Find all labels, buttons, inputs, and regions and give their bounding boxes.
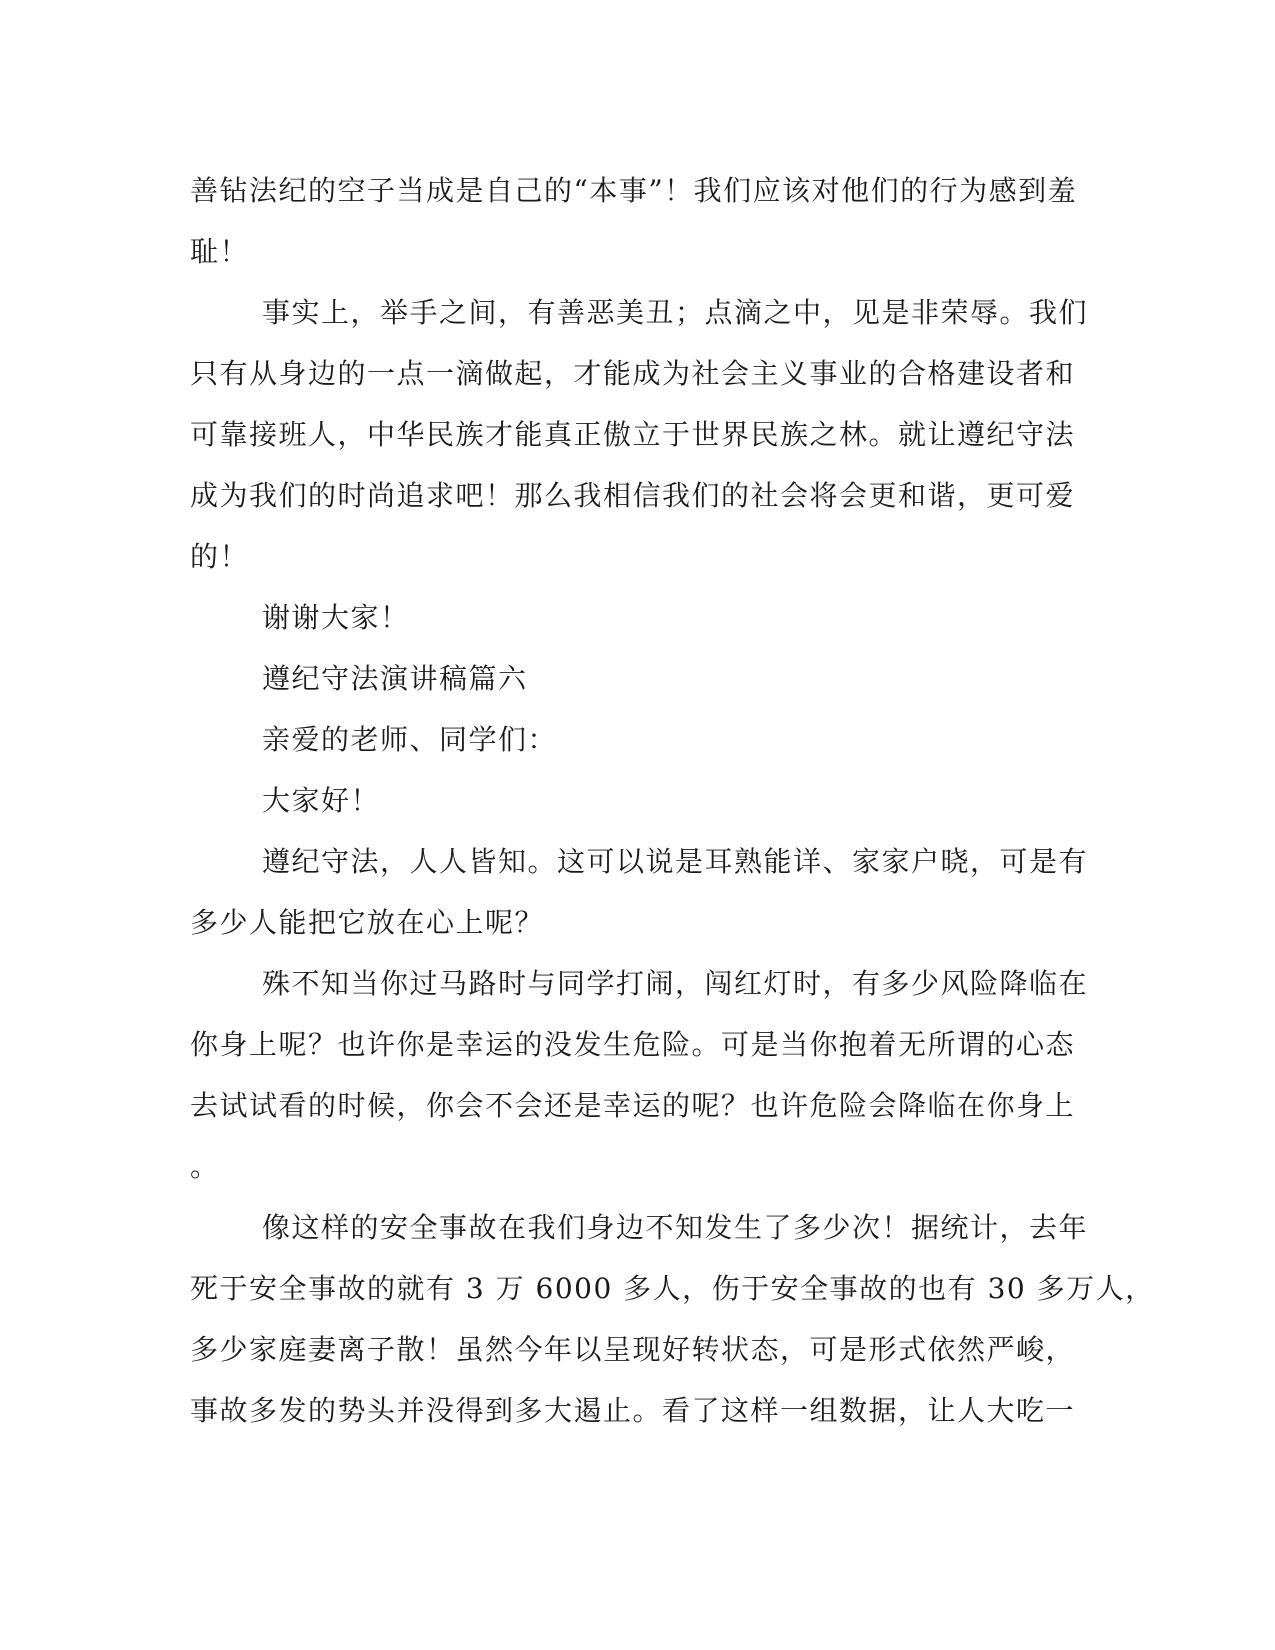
text-line: 多少人能把它放在心上呢？ [190, 906, 545, 939]
paragraph-start: 遵纪守法，人人皆知。这可以说是耳熟能详、家家户晓，可是有 [262, 845, 1089, 878]
text-line: 耻！ [190, 235, 250, 268]
text-line: 的！ [190, 540, 250, 573]
paragraph-start: 事实上，举手之间，有善恶美丑；点滴之中，见是非荣辱。我们 [262, 296, 1089, 329]
text-line: 可靠接班人，中华民族才能真正傲立于世界民族之林。就让遵纪守法 [190, 418, 1076, 451]
closing-thanks: 谢谢大家！ [262, 601, 410, 634]
greeting: 大家好！ [262, 784, 381, 817]
text-line: 你身上呢？也许你是幸运的没发生危险。可是当你抱着无所谓的心态 [190, 1028, 1076, 1061]
paragraph-start: 像这样的安全事故在我们身边不知发生了多少次！据统计，去年 [262, 1211, 1089, 1244]
text-line: 成为我们的时尚追求吧！那么我相信我们的社会将会更和谐，更可爱 [190, 479, 1076, 512]
text-line: 多少家庭妻离子散！虽然今年以呈现好转状态，可是形式依然严峻， [190, 1333, 1076, 1366]
text-line: 去试试看的时候，你会不会还是幸运的呢？也许危险会降临在你身上 [190, 1089, 1076, 1122]
text-line: 事故多发的势头并没得到多大遏止。看了这样一组数据，让人大吃一 [190, 1394, 1076, 1427]
salutation: 亲爱的老师、同学们： [262, 723, 558, 756]
text-line: 死于安全事故的就有 3 万 6000 多人，伤于安全事故的也有 30 多万人， [190, 1272, 1155, 1305]
paragraph-start: 殊不知当你过马路时与同学打闹，闯红灯时，有多少风险降临在 [262, 967, 1089, 1000]
text-line: 善钻法纪的空子当成是自己的“本事”！我们应该对他们的行为感到羞 [190, 174, 1078, 207]
text-line: 。 [190, 1150, 220, 1183]
body-text [190, 160, 1155, 1441]
text-line: 只有从身边的一点一滴做起，才能成为社会主义事业的合格建设者和 [190, 357, 1076, 390]
section-title: 遵纪守法演讲稿篇六 [262, 662, 528, 695]
